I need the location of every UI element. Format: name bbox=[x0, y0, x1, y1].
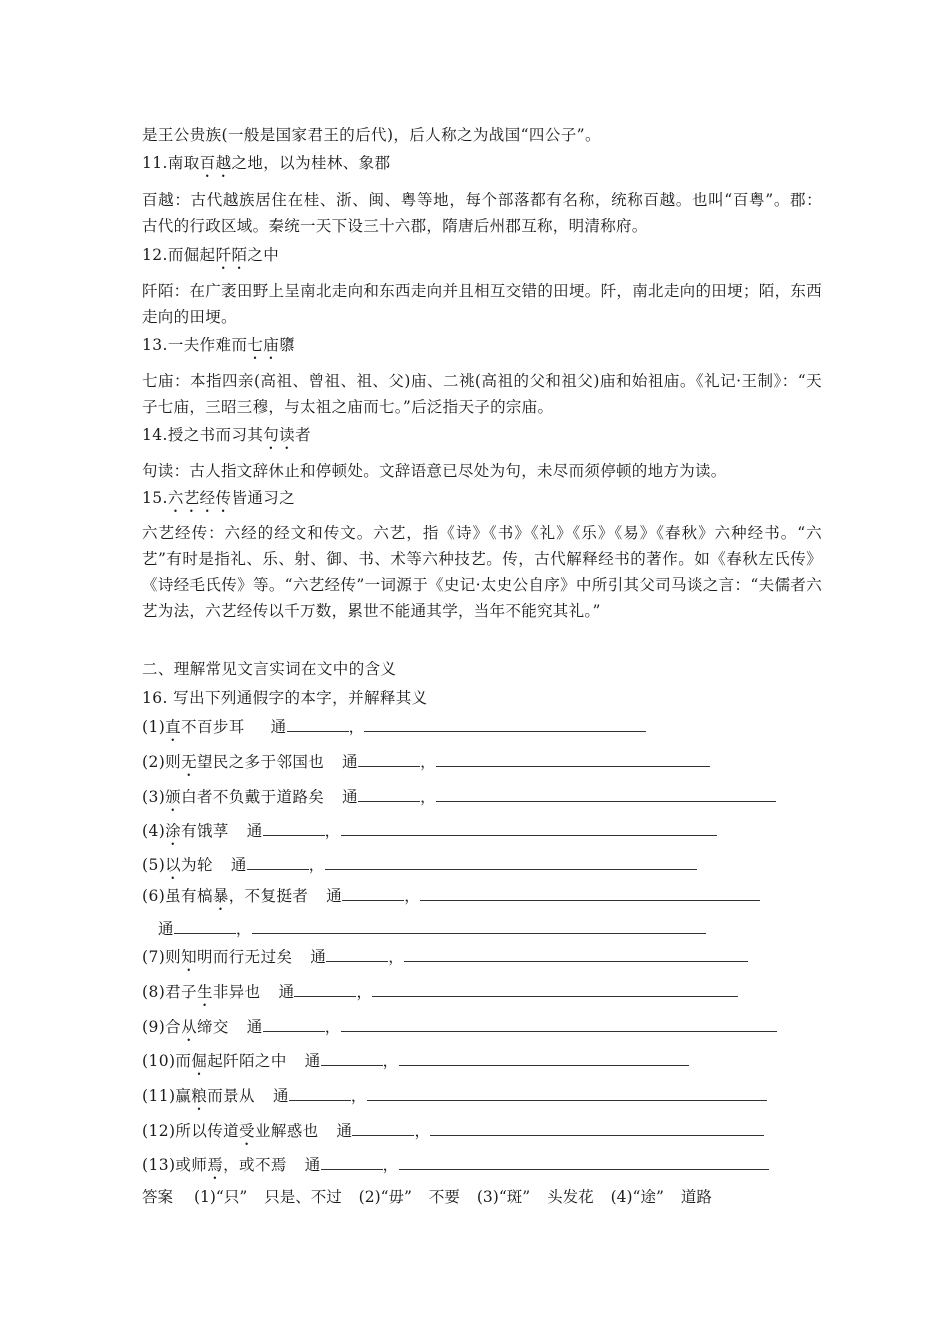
item-14-explanation: 句读：古人指文辞休止和停顿处。文辞语意已尽处为句，未尽而须停顿的地方为读。 bbox=[142, 462, 727, 480]
answer-blank-meaning[interactable] bbox=[399, 1049, 689, 1066]
answer-blank-meaning[interactable] bbox=[341, 819, 717, 836]
item-15-explanation: 六艺经传：六经的经文和传文。六艺，指《诗》《书》《礼》《乐》《易》《春秋》六种经书。“六艺”有时是指礼、乐、射、御、书、术等六种技艺。传，古代解释经书的著作。如《春秋左氏传》《诗经毛氏传》等。“六艺经传”一词源于《史记·太史公自序》中所引其父司马谈之言：“夫儒者六艺为法，六艺经传以千万数，累世不能通其学，当年不能究其礼。” bbox=[142, 524, 822, 620]
answer-blank-original[interactable] bbox=[287, 715, 349, 732]
exercise-1: (1)直不百步耳 通 ， bbox=[142, 715, 646, 745]
answer-blank-original-2[interactable] bbox=[174, 917, 236, 934]
intro-line: 是王公贵族(一般是国家君王的后代)，后人称之为战国“四公子”。 bbox=[142, 126, 601, 144]
answer-blank-original[interactable] bbox=[352, 1119, 414, 1136]
item-14-heading: 14.授之书而习其句读者 bbox=[142, 426, 311, 444]
answer-blank-meaning[interactable] bbox=[430, 1119, 764, 1136]
item-12-explanation: 阡陌：在广袤田野上呈南北走向和东西走向并且相互交错的田埂。阡，南北走向的田埂；陌，东西走向的田埂。 bbox=[142, 282, 822, 326]
item-12-heading: 12.而倔起阡陌之中 bbox=[142, 246, 280, 264]
answer-blank-original[interactable] bbox=[358, 785, 420, 802]
answer-blank-meaning[interactable] bbox=[367, 1084, 767, 1101]
answer-4-char: (4)“途” bbox=[610, 1188, 664, 1206]
exercise-8: (8)君子生非异也 通 ， bbox=[142, 980, 738, 1010]
exercise-3: (3)颁白者不负戴于道路矣 通 ， bbox=[142, 785, 776, 815]
answer-2-meaning: 不要 bbox=[428, 1188, 460, 1206]
exercise-9: (9)合从缔交 通 ， bbox=[142, 1015, 777, 1045]
answer-blank-meaning[interactable] bbox=[420, 884, 760, 901]
answer-blank-meaning[interactable] bbox=[399, 1153, 769, 1170]
answer-line bbox=[142, 1186, 712, 1208]
answer-1-meaning: 只是、不过 bbox=[264, 1188, 342, 1206]
answer-label: 答案 bbox=[142, 1188, 174, 1206]
answer-blank-meaning[interactable] bbox=[404, 945, 748, 962]
answer-3-meaning: 头发花 bbox=[547, 1188, 594, 1206]
answer-blank-original[interactable] bbox=[263, 819, 325, 836]
answer-blank-meaning[interactable] bbox=[341, 1015, 777, 1032]
answer-4-meaning: 道路 bbox=[680, 1188, 712, 1206]
exercise-2: (2)则无望民之多于邻国也 通 ， bbox=[142, 750, 710, 780]
answer-blank-meaning[interactable] bbox=[364, 715, 646, 732]
answer-blank-original[interactable] bbox=[247, 853, 309, 870]
exercise-12: (12)所以传道受业解惑也 通 ， bbox=[142, 1119, 764, 1149]
item-13-explanation: 七庙：本指四亲(高祖、曾祖、祖、父)庙、二祧(高祖的父和祖父)庙和始祖庙。《礼记·王制》：“天子七庙，三昭三穆，与太祖之庙而七。”后泛指天子的宗庙。 bbox=[142, 372, 822, 416]
answer-blank-meaning[interactable] bbox=[325, 853, 697, 870]
answer-blank-meaning-2[interactable] bbox=[252, 917, 706, 934]
answer-blank-meaning[interactable] bbox=[372, 980, 738, 997]
question-16-title: 16. 写出下列通假字的本字，并解释其义 bbox=[142, 689, 428, 707]
exercise-10: (10)而倔起阡陌之中 通 ， bbox=[142, 1049, 689, 1079]
answer-blank-meaning[interactable] bbox=[436, 785, 776, 802]
answer-2-char: (2)“毋” bbox=[358, 1188, 412, 1206]
answer-blank-original[interactable] bbox=[321, 1049, 383, 1066]
answer-blank-original[interactable] bbox=[358, 750, 420, 767]
exercise-7: (7)则知明而行无过矣 通 ， bbox=[142, 945, 748, 975]
exercise-13: (13)或师焉，或不焉 通 ， bbox=[142, 1153, 769, 1183]
answer-blank-original[interactable] bbox=[326, 945, 388, 962]
item-13-heading: 13.一夫作难而七庙隳 bbox=[142, 336, 296, 354]
item-11-explanation: 百越：古代越族居住在桂、浙、闽、粤等地，每个部落都有名称，统称百越。也叫“百粤”。郡：古代的行政区域。秦统一天下设三十六郡，隋唐后州郡互称，明清称府。 bbox=[142, 191, 822, 235]
item-11-heading: 11.南取百越之地，以为桂林、象郡 bbox=[142, 154, 391, 172]
answer-blank-original[interactable] bbox=[263, 1015, 325, 1032]
section-2-title: 二、理解常见文言实词在文中的含义 bbox=[142, 660, 397, 678]
answer-blank-original[interactable] bbox=[321, 1153, 383, 1170]
answer-blank-original[interactable] bbox=[342, 884, 404, 901]
exercise-4: (4)涂有饿莩 通 ， bbox=[142, 819, 717, 849]
exercise-5: (5)以为轮 通 ， bbox=[142, 853, 697, 883]
item-15-heading: 15.六艺经传皆通习之 bbox=[142, 489, 296, 507]
answer-blank-original[interactable] bbox=[294, 980, 356, 997]
exercise-11: (11)赢粮而景从 通 ， bbox=[142, 1084, 767, 1114]
exercise-6-second-tong: 通 ， bbox=[158, 917, 706, 940]
answer-blank-meaning[interactable] bbox=[436, 750, 710, 767]
answer-3-char: (3)“斑” bbox=[476, 1188, 531, 1206]
answer-1-char: (1)“只” bbox=[193, 1188, 248, 1206]
answer-blank-original[interactable] bbox=[289, 1084, 351, 1101]
exercise-6: (6)虽有槁暴，不复挺者 通 ， bbox=[142, 884, 760, 914]
